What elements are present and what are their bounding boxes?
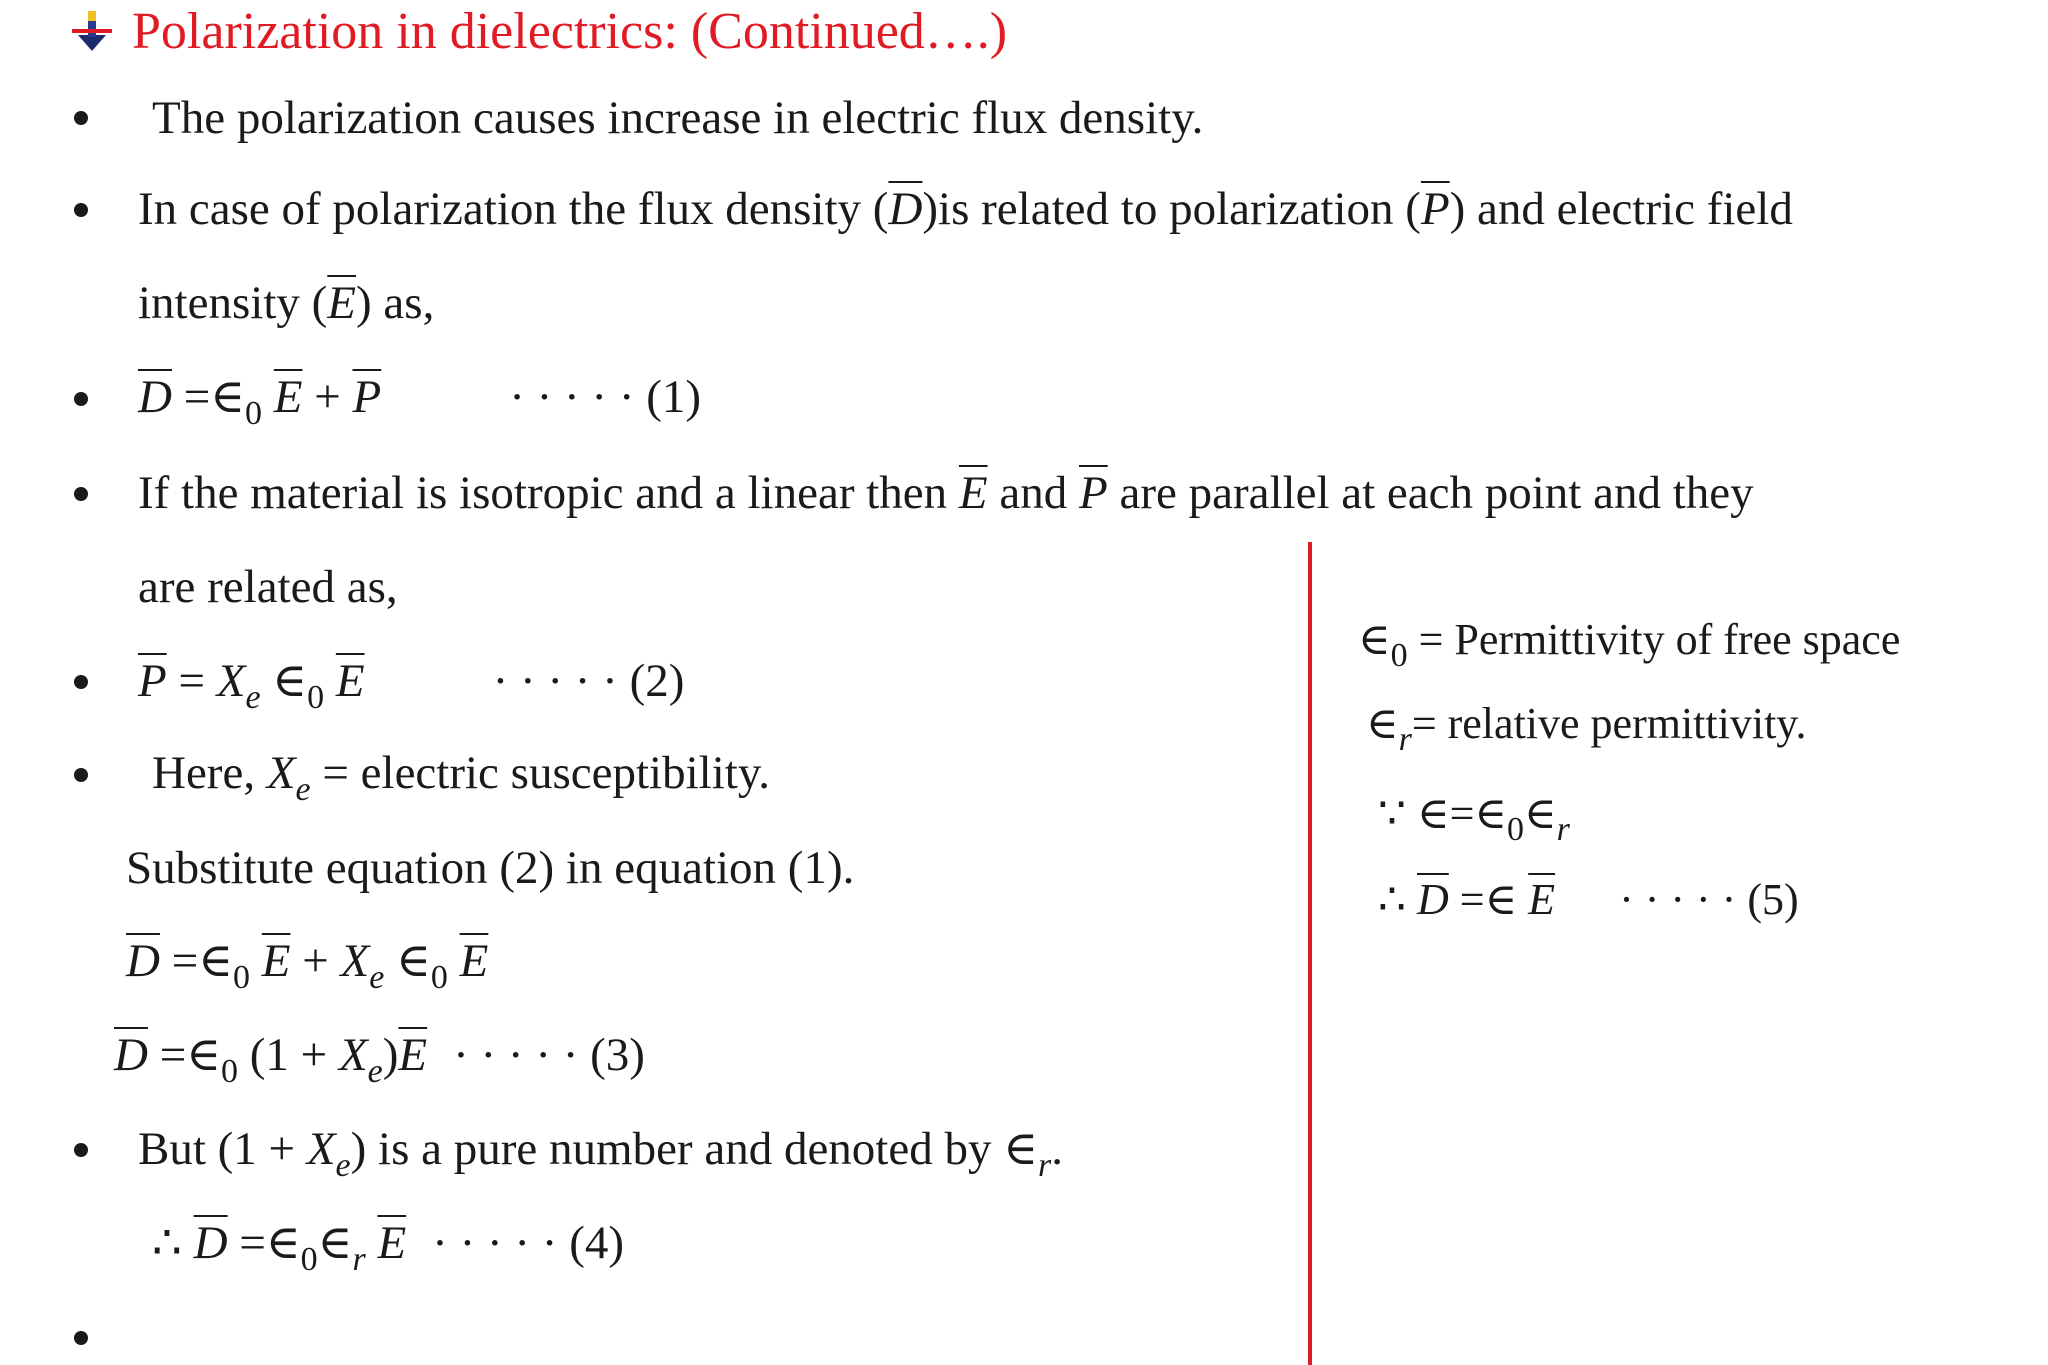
- bullet-dot: [74, 1143, 88, 1157]
- P-vector: $\overline{P}$: [1420, 183, 1450, 235]
- bullet-text-susceptibility: Here, $X_e$ = electric susceptibility.: [152, 747, 771, 808]
- equation-2: $\overline{P} = X_e$ $\in_0$ $\overline{E}$ · · · · · (2): [138, 655, 685, 716]
- equation-label: (1): [646, 371, 702, 423]
- D-vector: $\overline{D}$: [888, 183, 923, 235]
- bullet-text-isotropic-line2: are related as,: [138, 561, 398, 613]
- bullet-dot-empty: [74, 1331, 88, 1345]
- slide-title: Polarization in dielectrics: (Continued….): [132, 2, 1008, 60]
- bullet-dot: [74, 675, 88, 689]
- equation-3: $\overline{D}$ $=\in_0$ $(1 + X_e)\overline{E}$ · · · · · (3): [114, 1029, 645, 1090]
- bullet-text-flux-relation-line1: In case of polarization the flux density $(\overline{D})is$ related to polarization $(\overline{P})$ and electric field: [138, 183, 1793, 235]
- bullet-text-pure-number: But $(1 + X_e)$ is a pure number and denoted by $\in_r$.: [138, 1123, 1064, 1184]
- right-def-relative-permittivity: $\in_r=$ relative permittivity.: [1366, 699, 1807, 758]
- equation-5: ∴ $\overline{D}$ =∈ $\overline{E}$ · · · · · (5): [1378, 875, 1799, 924]
- equation-1: $\overline{D}$ $=\in_0$ $\overline{E} + \overline{P}$ · · · · · (1): [138, 371, 702, 432]
- bullet-dot: [74, 392, 88, 406]
- equation-label: (2): [629, 655, 685, 707]
- right-eq-epsilon: ∵ $\in=\in_0\in_r$: [1378, 789, 1570, 848]
- equation-4: ∴ $\overline{D}$ $=\in_0\in_r$ $\overline{E}$ · · · · · (4): [152, 1217, 624, 1278]
- down-arrow-bullet-icon: [68, 7, 116, 55]
- right-def-permittivity-free-space: $\in_0$ = Permittivity of free space: [1358, 615, 1901, 674]
- substitute-text: Substitute equation (2) in equation (1).: [126, 842, 855, 894]
- bullet-text-isotropic-line1: If the material is isotropic and a linear then $\overline{E}$ and $\overline{P}$ are parallel at each point and they: [138, 467, 1754, 519]
- bullet-text-flux-increase: The polarization causes increase in electric flux density.: [152, 92, 1204, 144]
- bullet-dot: [74, 487, 88, 501]
- equation-label: (3): [590, 1029, 645, 1081]
- equation-label: (5): [1747, 875, 1799, 924]
- equation-label: (4): [569, 1217, 624, 1269]
- bullet-dot: [74, 111, 88, 125]
- red-divider-line: [1308, 542, 1312, 1365]
- equation-substituted: $\overline{D}$ $=\in_0$ $\overline{E} + X_e$ $\in_0$ $\overline{E}$: [126, 935, 489, 996]
- E-vector: $\overline{E}$: [327, 277, 357, 329]
- title-row: [68, 0, 1007, 62]
- bullet-text-flux-relation-line2: intensity $(\overline{E})$ as,: [138, 277, 435, 329]
- bullet-dot: [74, 768, 88, 782]
- bullet-dot: [74, 203, 88, 217]
